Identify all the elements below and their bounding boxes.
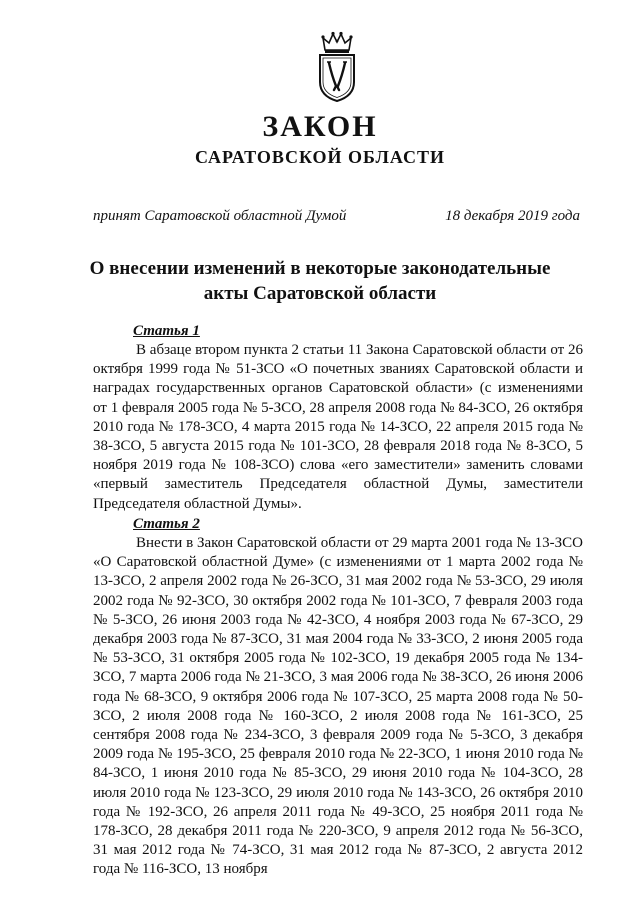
adoption-note: принят Саратовской областной Думой xyxy=(93,208,347,224)
article-1-body: В абзаце втором пункта 2 статьи 11 Закона Саратовской области от 26 октября 1999 года № 51-ЗСО «О почетных званиях Саратовской области и наградах государственных органов Саратовской области» (с изменениями от 1 февраля 2005 года № 5-ЗСО, 28 апреля 2008 года № 84-ЗСО, 26 октября 2010 года № 178-ЗСО, 4 марта 2015 года № 14-ЗСО, 22 апреля 2015 года № 38-ЗСО, 5 августа 2015 года № 101-ЗСО, 28 февраля 2018 года № 8-ЗСО, 5 ноября 2019 года № 108-ЗСО) слова «его заместители» заменить словами «первый заместитель Председателя областной Думы, заместители Председателя областной Думы». xyxy=(93,342,583,512)
saratov-coat-of-arms-icon xyxy=(316,30,358,102)
article-2-body: Внести в Закон Саратовской области от 29 марта 2001 года № 13-ЗСО «О Саратовской областной Думе» (с изменениями от 1 марта 2002 года № 13-ЗСО, 2 апреля 2002 года № 26-ЗСО, 31 мая 2002 года № 53-ЗСО, 29 июля 2002 года № 92-ЗСО, 30 октября 2002 года № 101-ЗСО, 7 февраля 2003 года № 5-ЗСО, 26 июня 2003 года № 42-ЗСО, 4 ноября 2003 года № 67-ЗСО, 29 декабря 2003 года № 87-ЗСО, 31 мая 2004 года № 33-ЗСО, 2 июня 2005 года № 53-ЗСО, 31 октября 2005 года № 102-ЗСО, 19 декабря 2005 года № 134-ЗСО, 7 марта 2006 года № 21-ЗСО, 3 мая 2006 года № 38-ЗСО, 26 июня 2006 года № 68-ЗСО, 9 октября 2006 года № 107-ЗСО, 25 марта 2008 года № 50-ЗСО, 2 июля 2008 года № 160-ЗСО, 2 июля 2008 года № 161-ЗСО, 25 сентября 2008 года № 234-ЗСО, 3 февраля 2009 года № 5-ЗСО, 3 декабря 2009 года № 195-ЗСО, 25 февраля 2010 года № 22-ЗСО, 1 июня 2010 года № 84-ЗСО, 1 июня 2010 года № 85-ЗСО, 29 июня 2010 года № 104-ЗСО, 28 июля 2010 года № 123-ЗСО, 29 июля 2010 года № 143-ЗСО, 26 октября 2010 года № 192-ЗСО, 26 апреля 2011 года № 49-ЗСО, 25 ноября 2011 года № 178-ЗСО, 28 декабря 2011 года № 220-ЗСО, 9 апреля 2012 года № 56-ЗСО, 31 мая 2012 года № 74-ЗСО, 31 мая 2012 года № 87-ЗСО, 2 августа 2012 года № 116-ЗСО, 13 ноября xyxy=(93,535,583,878)
document-subtitle: САРАТОВСКОЙ ОБЛАСТИ xyxy=(194,147,446,167)
document-title: ЗАКОН xyxy=(262,110,378,143)
article-1-title: Статья 1 xyxy=(133,323,200,339)
adoption-date: 18 декабря 2019 года xyxy=(445,208,580,224)
article-2-title: Статья 2 xyxy=(133,516,200,532)
law-heading-line-1: О внесении изменений в некоторые законодательные xyxy=(89,258,551,279)
law-heading xyxy=(60,256,580,306)
law-heading-line-2: акты Саратовской области xyxy=(203,283,437,304)
